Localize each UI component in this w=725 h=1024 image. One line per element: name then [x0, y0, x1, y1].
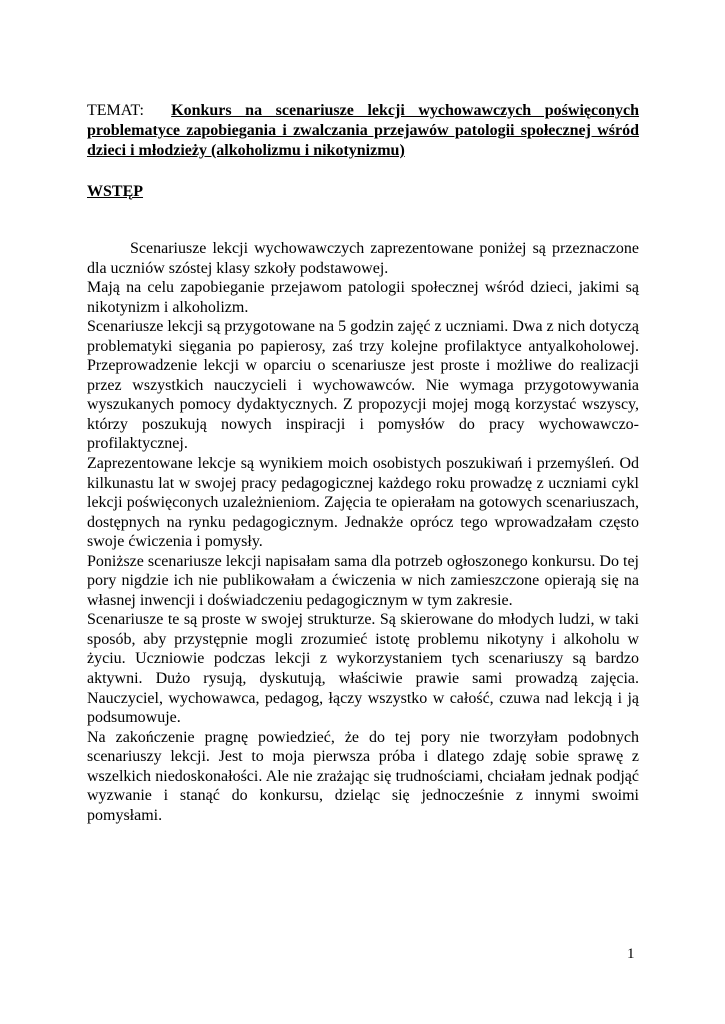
section-heading: WSTĘP	[87, 183, 144, 200]
document-title	[87, 101, 639, 161]
document-body	[87, 239, 639, 825]
title-text: Konkurs na scenariusze lekcji wychowawczych poświęconych problematyce zapobiegania i zwalczania przejawów patologii społecznej wśród dzieci i młodzieży (alkoholizmu i nikotynizmu)	[87, 102, 640, 159]
paragraph: Zaprezentowane lekcje są wynikiem moich osobistych poszukiwań i przemyśleń. Od kilkunastu lat w swojej pracy pedagogicznej każdego roku prowadzę z uczniami cykl lekcji poświęconych uzależnieniom. Zajęcia te opierałam na gotowych scenariuszach, dostępnych na rynku pedagogicznym. Jednakże oprócz tego wprowadzałam często swoje ćwiczenia i pomysły.	[87, 455, 639, 551]
paragraph: Scenariusze lekcji są przygotowane na 5 godzin zajęć z uczniami. Dwa z nich dotyczą problematyki sięgania po papierosy, zaś trzy kolejne profilaktyce antyalkoholowej. Przeprowadzenie lekcji w oparciu o scenariusze jest proste i możliwe do realizacji przez wszystkich nauczycieli i wychowawców. Nie wymaga przygotowywania wyszukanych pomocy dydaktycznych. Z propozycji mojej mogą korzystać wszyscy, którzy poszukują nowych inspiracji i pomysłów do pracy wychowawczo- profilaktycznej.	[87, 318, 639, 453]
paragraph: Poniższe scenariusze lekcji napisałam sama dla potrzeb ogłoszonego konkursu. Do tej pory nigdzie ich nie publikowałam a ćwiczenia w nich zamieszczone opierają się na własnej inwencji i doświadczeniu pedagogicznym w tym zakresie.	[87, 552, 639, 609]
paragraph: Mają na celu zapobieganie przejawom patologii społecznej wśród dzieci, jakimi są nikotynizm i alkoholizm.	[87, 279, 639, 316]
paragraph: Scenariusze lekcji wychowawczych zaprezentowane poniżej są przeznaczone dla uczniów szóstej klasy szkoły podstawowej.	[87, 240, 639, 277]
paragraph: Na zakończenie pragnę powiedzieć, że do tej pory nie tworzyłam podobnych scenariuszy lekcji. Jest to moja pierwsza próba i dlatego zdaję sobie sprawę z wszelkich niedoskonałości. Ale nie zrażając się trudnościami, chciałam jednak podjąć wyzwanie i stanąć do konkursu, dzieląc się jednocześnie z innymi swoimi pomysłami.	[87, 728, 639, 824]
paragraph: Scenariusze te są proste w swojej strukturze. Są skierowane do młodych ludzi, w taki sposób, aby przystępnie mogli zrozumieć istotę problemu nikotyny i alkoholu w życiu. Uczniowie podczas lekcji z wykorzystaniem tych scenariuszy są bardzo aktywni. Dużo rysują, dyskutują, właściwie prawie sami prowadzą zajęcia. Nauczyciel, wychowawca, pedagog, łączy wszystko w całość, czuwa nad lekcją i ją podsumowuje.	[87, 611, 639, 727]
document-page	[87, 101, 640, 824]
page-number: 1	[627, 946, 635, 962]
title-prefix: TEMAT:	[87, 102, 144, 119]
